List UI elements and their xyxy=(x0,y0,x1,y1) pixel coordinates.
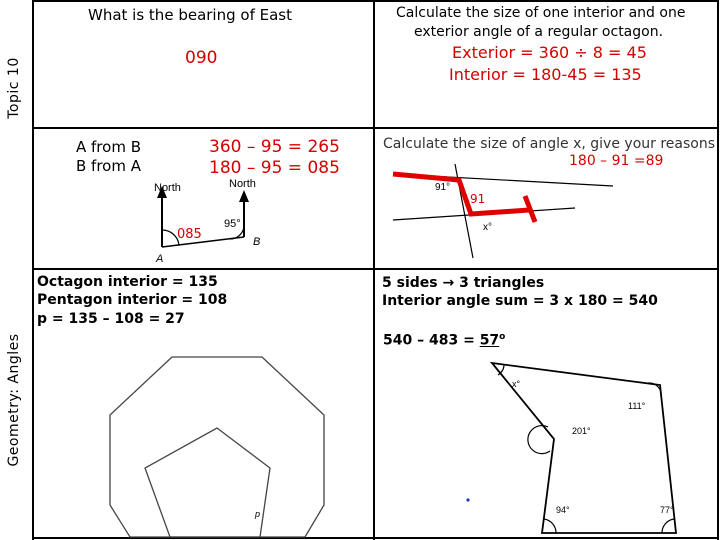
angle-201-label: 201° xyxy=(572,426,591,436)
angle-91-black: 91° xyxy=(435,182,451,193)
angle-91-red: 91 xyxy=(470,192,486,206)
q6-line3-prefix: 540 – 483 = xyxy=(383,332,480,349)
north-label-right: North xyxy=(229,178,256,190)
parallel-lines-diagram xyxy=(375,150,625,260)
q5-line2: Pentagon interior = 108 xyxy=(37,292,228,308)
bearing-diagram xyxy=(140,172,280,267)
grid-line-horizontal-2 xyxy=(32,268,719,270)
q4-question: Calculate the size of angle x, give your reasons xyxy=(383,136,716,152)
q2-question-line1: Calculate the size of one interior and one xyxy=(396,5,686,21)
q6-degree: o xyxy=(499,332,506,342)
arc-top-left xyxy=(498,364,504,375)
grid-line-vertical-middle xyxy=(373,0,375,540)
q6-line1: 5 sides → 3 triangles xyxy=(382,275,545,291)
p-angle-label: p xyxy=(255,509,261,519)
point-a-label: A xyxy=(156,253,164,265)
q3-prompt-line2: B from A xyxy=(76,157,141,175)
angle-111-label: 111° xyxy=(628,401,646,411)
octagon-pentagon-diagram xyxy=(100,345,340,540)
q6-answer: 57 xyxy=(479,332,500,349)
grid-line-horizontal-1 xyxy=(32,127,719,129)
q3-answer-line2: 180 – 95 = 085 xyxy=(209,158,340,178)
q2-question-line2: exterior angle of a regular octagon. xyxy=(414,24,664,40)
pentagon-shape xyxy=(145,428,270,537)
q5-line1: Octagon interior = 135 xyxy=(37,274,218,290)
angle-95-label: 95° xyxy=(224,218,241,230)
q3-answer-line1: 360 – 95 = 265 xyxy=(209,137,340,157)
angle-77-label: 77° xyxy=(660,505,674,515)
q1-question: What is the bearing of East xyxy=(88,6,292,24)
arc-bottom-left xyxy=(544,519,556,533)
q1-answer: 090 xyxy=(185,48,218,68)
north-label-left: North xyxy=(154,182,181,194)
grid-line-vertical-right xyxy=(717,0,719,540)
north-arrow-b xyxy=(239,190,249,202)
q2-answer-line2: Interior = 180-45 = 135 xyxy=(449,65,642,84)
q2-answer-line1: Exterior = 360 ÷ 8 = 45 xyxy=(452,43,647,62)
bearing-085-label: 085 xyxy=(177,227,202,242)
q5-line3: p = 135 – 108 = 27 xyxy=(37,311,185,327)
angle-x-label: x° xyxy=(483,222,492,233)
topic-side-label: Topic 10 xyxy=(6,57,22,119)
q6-line2: Interior angle sum = 3 x 180 = 540 xyxy=(382,293,658,309)
grid-line-horizontal-top xyxy=(32,0,719,2)
angle-94-label: 94° xyxy=(556,505,570,515)
point-b-label: B xyxy=(253,236,261,248)
pentagon-angle-diagram xyxy=(480,355,700,540)
angle-x-label-q6: x° xyxy=(512,379,521,389)
q4-answer: 180 – 91 =89 xyxy=(569,153,664,169)
arc-bottom-right xyxy=(662,519,674,533)
grid-line-vertical-left xyxy=(32,0,34,540)
q3-prompt-line1: A from B xyxy=(76,138,141,156)
subject-side-label: Geometry: Angles xyxy=(6,333,22,467)
q6-line3 xyxy=(383,332,505,349)
octagon-shape xyxy=(110,357,324,537)
stray-dot xyxy=(466,498,469,501)
